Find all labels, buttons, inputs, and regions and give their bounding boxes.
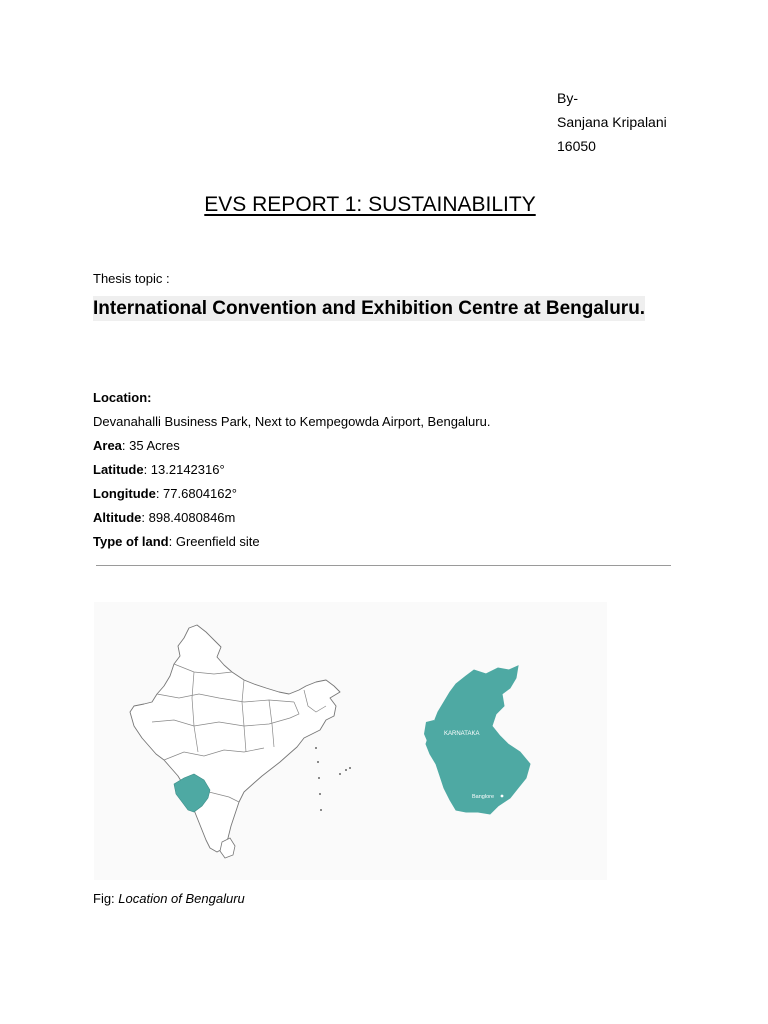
thesis-title-text: International Convention and Exhibition Centre at Bengaluru. xyxy=(93,298,646,319)
area-value: : 35 Acres xyxy=(121,438,180,453)
altitude-label: Altitude xyxy=(93,510,142,525)
location-value: Devanahalli Business Park, Next to Kempegowda Airport, Bengaluru. xyxy=(93,414,491,429)
horizontal-divider xyxy=(96,565,671,566)
figure-caption xyxy=(93,891,245,906)
altitude-row xyxy=(93,506,490,530)
island-dots xyxy=(315,747,351,811)
map-graphic xyxy=(94,602,607,880)
caption-text: Location of Bengaluru xyxy=(118,891,245,906)
thesis-title xyxy=(93,291,675,327)
area-row xyxy=(93,434,490,458)
report-title: EVS REPORT 1: SUSTAINABILITY xyxy=(204,193,536,216)
thesis-label: Thesis topic : xyxy=(93,271,170,286)
latitude-value: : 13.2142316° xyxy=(143,462,225,477)
karnataka-state-map xyxy=(426,666,530,814)
altitude-value: : 898.4080846m xyxy=(141,510,236,525)
site-details xyxy=(93,386,490,554)
author-name: Sanjana Kripalani xyxy=(557,114,667,130)
india-map-outline xyxy=(130,625,340,852)
land-value: : Greenfield site xyxy=(168,534,260,549)
land-label: Type of land xyxy=(93,534,169,549)
longitude-row xyxy=(93,482,490,506)
area-label: Area xyxy=(93,438,122,453)
land-row xyxy=(93,530,490,554)
author-by: By- xyxy=(557,90,578,106)
longitude-value: : 77.6804162° xyxy=(155,486,237,501)
location-map-figure xyxy=(94,602,607,880)
location-label: Location: xyxy=(93,390,152,405)
longitude-label: Longitude xyxy=(93,486,156,501)
location-label-row xyxy=(93,386,490,410)
latitude-row xyxy=(93,458,490,482)
latitude-label: Latitude xyxy=(93,462,144,477)
author-block xyxy=(557,86,667,158)
map-state-label: KARNATAKA xyxy=(444,731,480,737)
city-marker-icon xyxy=(501,795,504,798)
caption-prefix: Fig: xyxy=(93,891,119,906)
author-id: 16050 xyxy=(557,138,596,154)
map-city-label: Banglore xyxy=(472,794,495,800)
